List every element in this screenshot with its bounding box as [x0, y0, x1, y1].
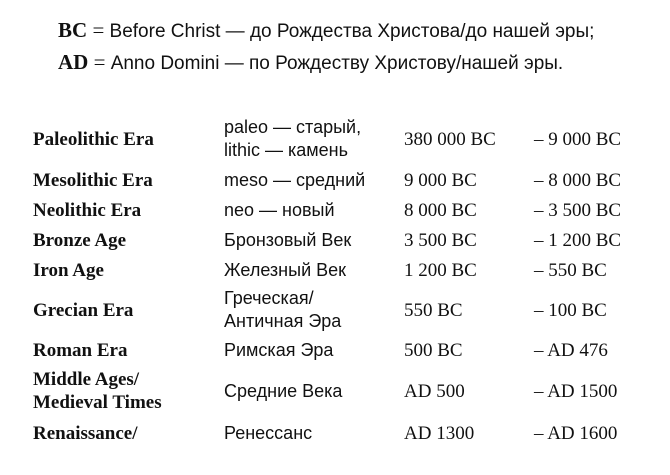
- era-end: – 8 000 BC: [534, 169, 622, 191]
- era-name: [30, 225, 224, 255]
- era-start: AD 500: [404, 380, 465, 402]
- table-row: [30, 255, 644, 285]
- era-name: [30, 113, 224, 165]
- era-translation-text: Средние Века: [224, 380, 343, 401]
- era-name: [30, 285, 224, 335]
- table-row: [30, 165, 644, 195]
- table-row: [30, 195, 644, 225]
- era-start: AD 1300: [404, 422, 475, 444]
- era-name-text: Paleolithic Era: [33, 128, 154, 150]
- era-name-text: Mesolithic Era: [33, 169, 153, 191]
- era-name-text: Bronze Age: [33, 229, 127, 251]
- era-translation-text: Ренессанс: [224, 422, 313, 443]
- era-name: [30, 335, 224, 365]
- abbreviation-ad: [58, 49, 563, 77]
- abbreviation-bc: [58, 17, 594, 45]
- era-translation-text: Античная Эра: [224, 311, 342, 331]
- eras-table: [30, 113, 644, 449]
- era-end: – 3 500 BC: [534, 199, 622, 221]
- era-start: 550 BC: [404, 299, 463, 321]
- era-translation-text: meso — средний: [224, 169, 366, 190]
- abbreviation-code: BC: [58, 18, 88, 42]
- table-row: [30, 335, 644, 365]
- era-start: 3 500 BC: [404, 229, 477, 251]
- era-name: [30, 195, 224, 225]
- era-end: – 1 200 BC: [534, 229, 622, 251]
- era-translation-text: Греческая/: [224, 288, 314, 308]
- table-row: [30, 225, 644, 255]
- era-name-text: Medieval Times: [33, 392, 162, 413]
- era-start: 380 000 BC: [404, 128, 496, 150]
- era-name-text: Grecian Era: [33, 299, 134, 321]
- abbreviation-equals: =: [87, 18, 110, 42]
- abbreviation-code: AD: [58, 50, 89, 74]
- abbreviation-meaning: Before Christ — до Рождества Христова/до нашей эры;: [109, 21, 595, 42]
- era-end: – AD 1500: [534, 380, 618, 402]
- table-row: [30, 365, 644, 417]
- era-translation: [224, 225, 404, 255]
- table-row: [30, 417, 644, 449]
- abbreviation-equals: =: [88, 50, 111, 74]
- era-translation: [224, 165, 404, 195]
- era-translation: [224, 113, 404, 165]
- era-translation: [224, 335, 404, 365]
- era-name-text: Renaissance/: [33, 422, 138, 444]
- era-name-text: Roman Era: [33, 339, 128, 361]
- era-translation: [224, 195, 404, 225]
- era-end: – 100 BC: [534, 299, 607, 321]
- table-row: [30, 113, 644, 165]
- era-end: – AD 476: [534, 339, 608, 361]
- era-translation: [224, 285, 404, 335]
- era-translation: [224, 417, 404, 449]
- era-end: – AD 1600: [534, 422, 618, 444]
- era-name: [30, 165, 224, 195]
- era-end: – 9 000 BC: [534, 128, 622, 150]
- era-name: [30, 365, 224, 417]
- era-translation-text: neo — новый: [224, 199, 335, 220]
- era-name-text: Neolithic Era: [33, 199, 142, 221]
- era-translation-text: paleo — старый,: [224, 117, 362, 137]
- era-start: 500 BC: [404, 339, 463, 361]
- table-row: [30, 285, 644, 335]
- era-name-text: Middle Ages/: [33, 369, 140, 390]
- era-start: 9 000 BC: [404, 169, 477, 191]
- era-name: [30, 255, 224, 285]
- era-translation-text: Бронзовый Век: [224, 229, 352, 250]
- abbreviation-meaning: Anno Domini — по Рождеству Христову/нашей эры.: [110, 53, 564, 74]
- era-translation-text: Римская Эра: [224, 339, 334, 360]
- era-end: – 550 BC: [534, 259, 607, 281]
- era-translation-text: lithic — камень: [224, 140, 348, 160]
- era-translation: [224, 255, 404, 285]
- era-translation-text: Железный Век: [224, 259, 347, 280]
- era-start: 1 200 BC: [404, 259, 477, 281]
- era-name: [30, 417, 224, 449]
- era-name-text: Iron Age: [33, 259, 104, 281]
- era-translation: [224, 365, 404, 417]
- era-start: 8 000 BC: [404, 199, 477, 221]
